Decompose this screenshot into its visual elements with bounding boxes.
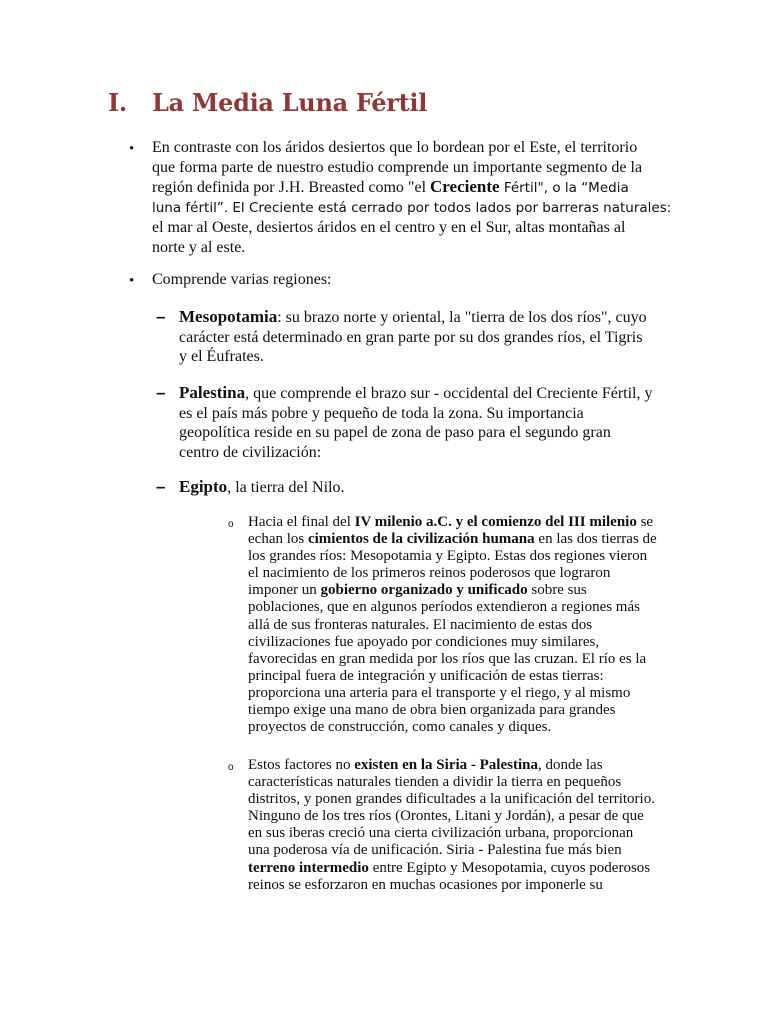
bold-term: IV milenio a.C. y el comienzo del III milenio xyxy=(354,514,637,530)
text-line xyxy=(248,531,657,548)
region-name: Mesopotamia xyxy=(179,307,278,326)
text-line: Comprende varias regiones: xyxy=(152,271,332,288)
bullet-marker: • xyxy=(129,141,135,157)
text-run: región definida por J.H. Breasted como "el xyxy=(152,179,431,197)
text-line: los grandes ríos: Mesopotamia y Egipto. Estas dos regiones vieron xyxy=(248,548,648,565)
text-run: sobre sus xyxy=(527,582,587,599)
text-line: distritos, y ponen grandes dificultades a la unificación del territorio. xyxy=(248,791,655,808)
text-run: , donde las xyxy=(537,757,603,773)
text-line xyxy=(248,582,657,599)
dash-marker: – xyxy=(156,307,166,326)
text-line xyxy=(248,757,655,774)
text-line xyxy=(179,477,344,498)
section-heading xyxy=(108,88,427,117)
text-run: entre Egipto y Mesopotamia, cuyos poderosos xyxy=(368,859,651,876)
text-line: tiempo exige una mano de obra bien organizada para grandes xyxy=(248,702,616,719)
text-line: luna fértil”. El Creciente está cerrado por todos lados por barreras naturales: xyxy=(152,199,672,216)
section-number: I. xyxy=(108,88,127,117)
bold-term: cimientos de la civilización humana xyxy=(307,531,535,548)
paragraph-cimientos xyxy=(248,514,657,736)
text-line xyxy=(179,307,647,328)
section-title: La Media Luna Fértil xyxy=(152,88,428,117)
bold-term: gobierno organizado y unificado xyxy=(320,582,528,599)
circle-marker: o xyxy=(228,762,234,773)
region-name: Egipto xyxy=(179,477,228,496)
text-run: en las dos tierras de xyxy=(534,531,657,548)
text-line: principal fuera de integración y unificación de estas tierras: xyxy=(248,667,604,684)
text-line: proyectos de construcción, como canales y diques. xyxy=(248,719,552,736)
text-line: el mar al Oeste, desiertos áridos en el centro y en el Sur, altas montañas al xyxy=(152,219,626,237)
text-run: imponer un xyxy=(248,582,321,599)
text-line: geopolítica reside en su papel de zona de paso para el segundo gran xyxy=(179,424,611,442)
text-line: el nacimiento de los primeros reinos poderosos que lograron xyxy=(248,565,611,582)
text-line xyxy=(248,860,655,877)
text-run: echan los xyxy=(248,531,308,548)
text-line xyxy=(248,514,657,531)
text-line: favorecidas en gran medida por los ríos que las cruzan. El río es la xyxy=(248,650,647,667)
text-line: centro de civilización: xyxy=(179,443,322,461)
text-run: , la tierra del Nilo. xyxy=(227,479,345,496)
text-line: proporciona una arteria para el transporte y el riego, y al mismo xyxy=(248,684,631,701)
text-line xyxy=(179,383,653,404)
bullet-marker: • xyxy=(129,273,135,289)
text-run: Fértil", o la “Media xyxy=(499,180,629,197)
region-palestina xyxy=(179,383,653,462)
dash-marker: – xyxy=(156,383,166,402)
text-run: se xyxy=(636,514,654,530)
region-mesopotamia xyxy=(179,307,647,367)
text-line: civilizaciones fue apoyado por condiciones muy similares, xyxy=(248,633,600,650)
paragraph-regiones xyxy=(152,270,332,290)
text-line: reinos se esforzaron en muchas ocasiones por imponerle su xyxy=(248,876,603,893)
dash-marker: – xyxy=(156,477,166,496)
text-run: Estos factores no xyxy=(248,757,355,773)
text-run: , que comprende el brazo sur - occidental del Creciente Fértil, y xyxy=(245,385,653,402)
text-line: allá de sus fronteras naturales. El nacimiento de estas dos xyxy=(248,616,593,633)
bold-term: terreno intermedio xyxy=(248,859,369,876)
text-line: que forma parte de nuestro estudio comprende un importante segmento de la xyxy=(152,158,643,176)
bold-term: Creciente xyxy=(430,177,500,197)
text-line: y el Éufrates. xyxy=(179,348,264,366)
text-run: Hacia el final del xyxy=(248,514,355,530)
text-run: : su brazo norte y oriental, la "tierra de los dos ríos", cuyo xyxy=(277,309,647,326)
text-line: en sus iberas creció una cierta civilización urbana, proporcionan xyxy=(248,825,634,842)
bold-term: existen en la Siria - Palestina xyxy=(354,757,538,773)
text-line: es el país más pobre y pequeño de toda la zona. Su importancia xyxy=(179,404,584,422)
text-line: una poderosa vía de unificación. Siria - Palestina fue más bien xyxy=(248,842,622,859)
region-egipto xyxy=(179,477,344,498)
paragraph-siria-palestina xyxy=(248,757,655,894)
paragraph-creciente xyxy=(152,138,671,258)
text-line: características naturales tienden a dividir la tierra en pequeños xyxy=(248,774,622,791)
text-line: poblaciones, que en algunos períodos extendieron a regiones más xyxy=(248,599,640,616)
text-line: En contraste con los áridos desiertos que lo bordean por el Este, el territorio xyxy=(152,139,638,156)
text-line: Ninguno de los tres ríos (Orontes, Litani y Jordán), a pesar de que xyxy=(248,808,644,825)
region-name: Palestina xyxy=(179,383,246,402)
text-line: norte y al este. xyxy=(152,238,246,256)
circle-marker: o xyxy=(228,519,234,530)
text-line: carácter está determinado en gran parte por su dos grandes ríos, el Tigris xyxy=(179,328,643,346)
text-line xyxy=(152,177,671,199)
